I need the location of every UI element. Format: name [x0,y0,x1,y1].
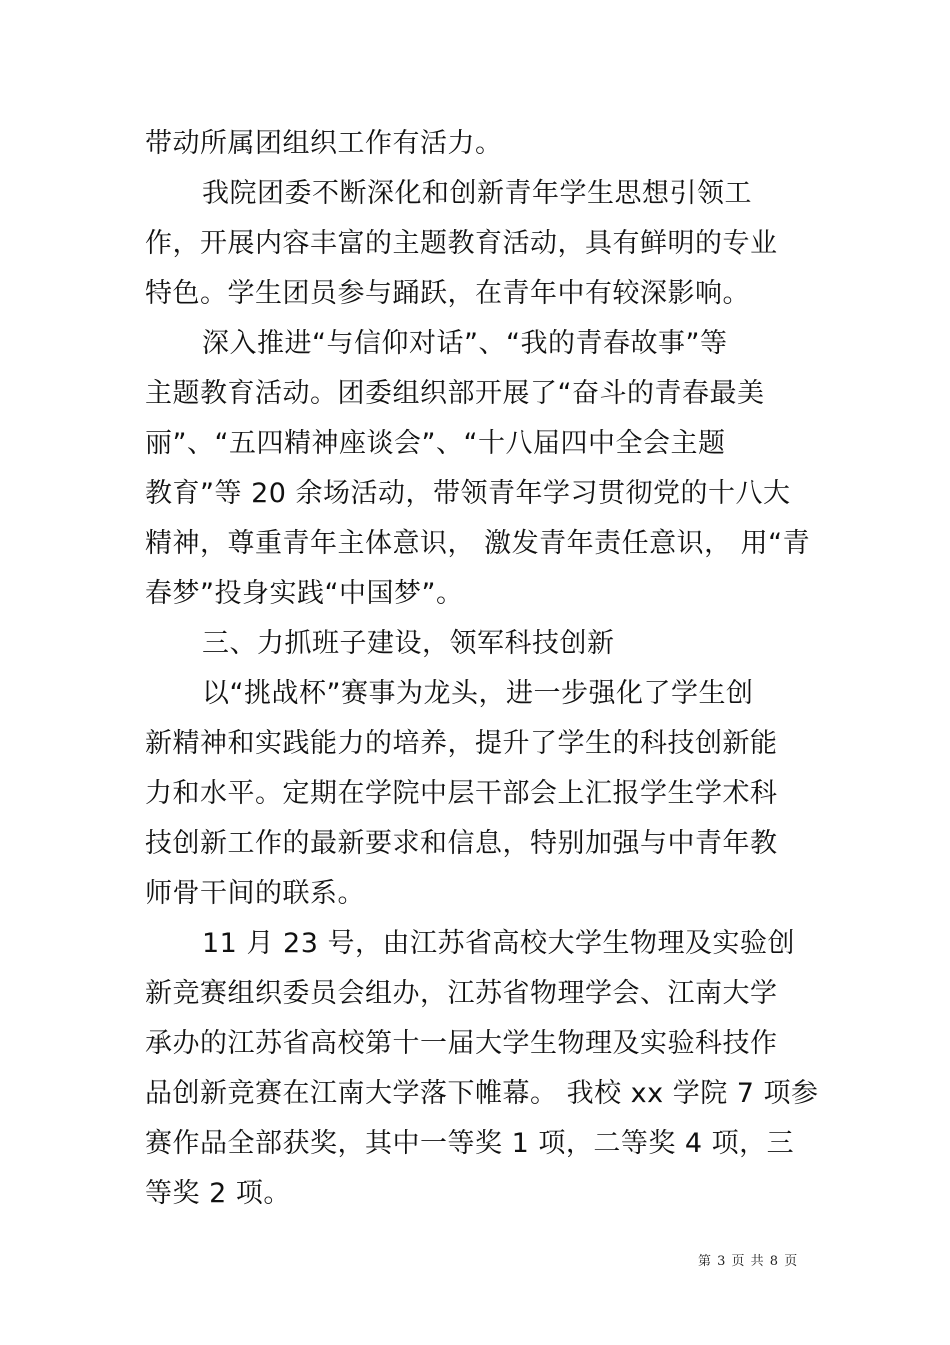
text-line: 新精神和实践能力的培养，提升了学生的科技创新能 [145,728,778,759]
text-line: 技创新工作的最新要求和信息，特别加强与中青年教 [145,828,778,859]
text-line: 深入推进“与信仰对话”、“我的青春故事”等 [202,328,728,359]
text-line: 以“挑战杯”赛事为龙头，进一步强化了学生创 [202,678,754,709]
text-line: 主题教育活动。团委组织部开展了“奋斗的青春最美 [145,378,765,409]
text-line: 承办的江苏省高校第十一届大学生物理及实验科技作 [145,1028,778,1059]
text-line: 力和水平。定期在学院中层干部会上汇报学生学术科 [145,778,778,809]
page-number-footer: 第 3 页 共 8 页 [698,1254,799,1269]
text-line: 带动所属团组织工作有活力。 [145,128,503,159]
text-line: 新竞赛组织委员会组办，江苏省物理学会、江南大学 [145,978,778,1009]
text-line: 等奖 2 项。 [145,1178,291,1209]
section-heading: 三、力抓班子建设，领军科技创新 [202,628,615,659]
text-line: 教育”等 20 余场活动，带领青年学习贯彻党的十八大 [145,478,791,509]
text-line: 精神，尊重青年主体意识， 激发青年责任意识， 用“青 [145,528,811,559]
text-line: 作，开展内容丰富的主题教育活动，具有鲜明的专业 [145,228,778,259]
text-line: 11 月 23 号，由江苏省高校大学生物理及实验创 [202,928,795,959]
text-line: 丽”、“五四精神座谈会”、“十八届四中全会主题 [145,428,726,459]
text-line: 赛作品全部获奖，其中一等奖 1 项，二等奖 4 项，三 [145,1128,795,1159]
text-line: 我院团委不断深化和创新青年学生思想引领工 [202,178,752,209]
text-line: 特色。学生团员参与踊跃，在青年中有较深影响。 [145,278,750,309]
text-line: 春梦”投身实践“中国梦”。 [145,578,464,609]
text-line: 品创新竞赛在江南大学落下帷幕。 我校 xx 学院 7 项参 [145,1078,819,1109]
text-line: 师骨干间的联系。 [145,878,365,909]
